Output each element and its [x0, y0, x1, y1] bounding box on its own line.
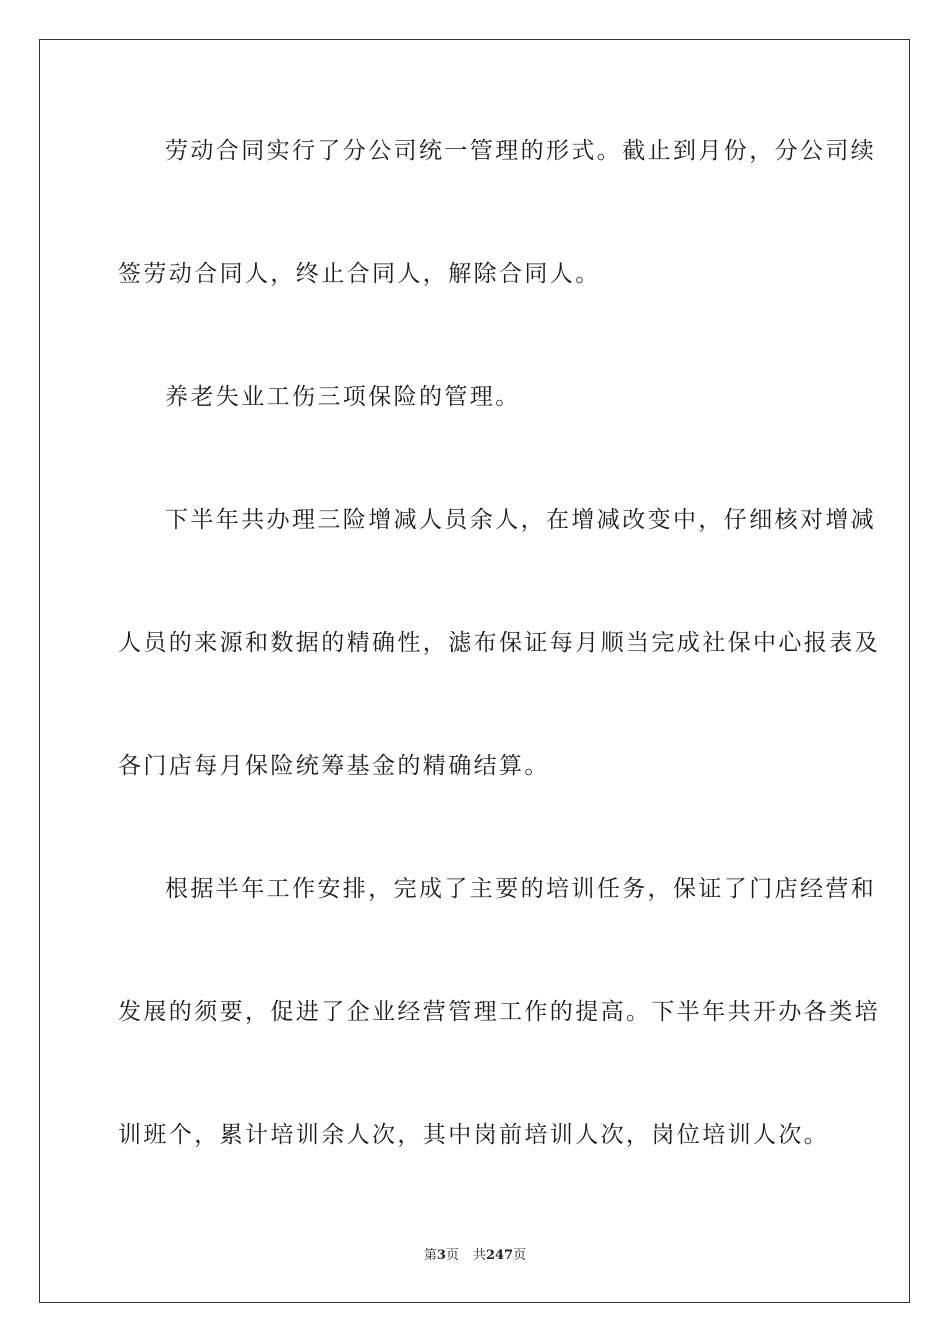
paragraph-line: 各门店每月保险统筹基金的精确结算。 [118, 753, 550, 779]
page-number: 3 [436, 1248, 446, 1263]
paragraph-line: 根据半年工作安排，完成了主要的培训任务，保证了门店经营和 [165, 876, 877, 902]
paragraph-line: 签劳动合同人，终止合同人，解除合同人。 [118, 261, 601, 287]
page-suffix: 页 [445, 1248, 459, 1263]
paragraph-line: 训班个，累计培训余人次，其中岗前培训人次，岗位培训人次。 [118, 1122, 830, 1148]
paragraph-line: 下半年共办理三险增减人员余人，在增减改变中，仔细核对增减 [165, 507, 877, 533]
page-footer [0, 1247, 950, 1265]
page-border [39, 39, 910, 1303]
paragraph-line: 养老失业工伤三项保险的管理。 [165, 384, 521, 410]
page-prefix: 第 [423, 1248, 437, 1263]
total-prefix: 共 [472, 1248, 486, 1263]
paragraph-line: 发展的须要，促进了企业经营管理工作的提高。下半年共开办各类培 [118, 999, 880, 1025]
paragraph-line: 劳动合同实行了分公司统一管理的形式。截止到月份，分公司续 [165, 138, 877, 164]
total-suffix: 页 [513, 1248, 527, 1263]
paragraph-line: 人员的来源和数据的精确性，滤布保证每月顺当完成社保中心报表及 [118, 630, 880, 656]
total-pages: 247 [485, 1248, 514, 1263]
